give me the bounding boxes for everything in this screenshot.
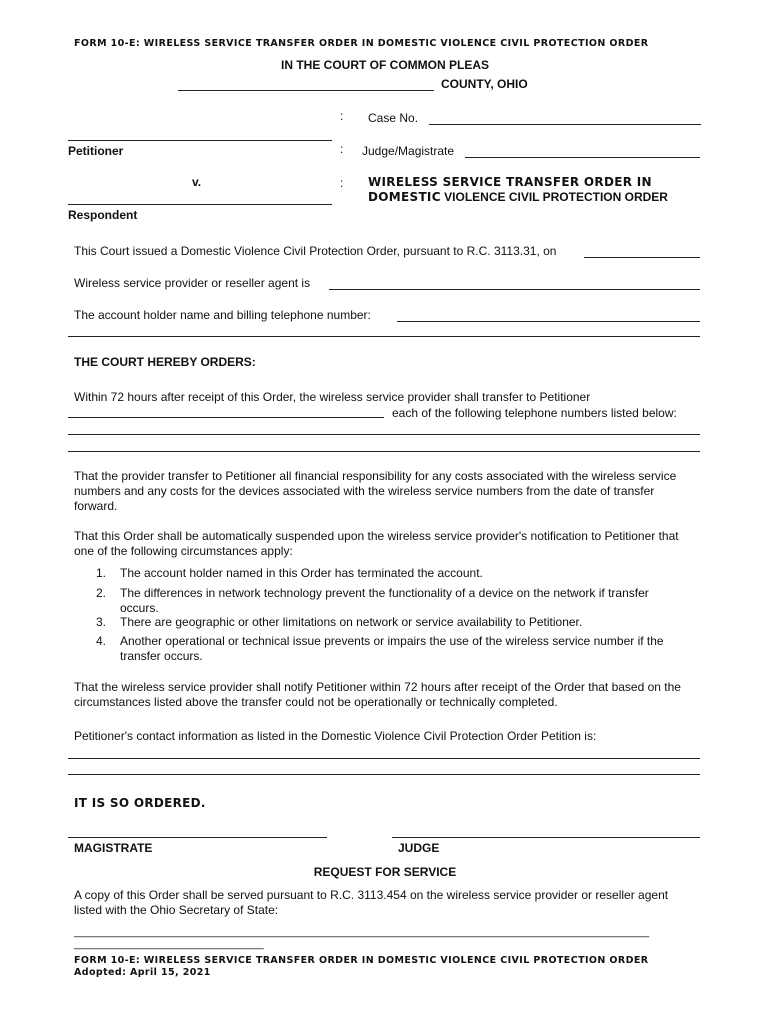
list-text: Another operational or technical issue prevents or impairs the use of the wireless service number if the transfer occurs. [120,634,664,663]
list-text: The differences in network technology prevent the functionality of a device on the network if transfer occurs. [120,586,649,615]
provider-label: Wireless service provider or reseller agent is [74,276,311,290]
magistrate-label: MAGISTRATE [74,841,153,855]
suspended-paragraph: That this Order shall be automatically suspended upon the wireless service provider's notification to Petitioner that one of the following circumstances apply: [74,529,679,558]
issued-date-field[interactable] [584,257,700,258]
orders-heading: THE COURT HEREBY ORDERS: [74,355,256,369]
list-number: 2. [96,586,107,600]
order-title-line1: WIRELESS SERVICE TRANSFER ORDER IN [368,175,652,189]
numbers-listed-text: each of the following telephone numbers listed below: [392,406,677,420]
account-holder-field-2[interactable] [68,336,700,337]
petitioner-transfer-field[interactable] [68,417,384,418]
financial-paragraph: That the provider transfer to Petitioner all financial responsibility for any costs associated with the wireless service numbers and any costs for the devices associated with the wireless service numbers from the date of transfer forward. [74,469,677,513]
list-number: 4. [96,634,107,648]
judge-magistrate-label: Judge/Magistrate [362,144,455,158]
account-holder-field[interactable] [397,321,700,322]
county-blank[interactable] [178,90,434,91]
footer-adopted: Adopted: April 15, 2021 [74,967,211,978]
respondent-name-field[interactable] [68,204,332,205]
order-title-line2 [368,190,668,204]
judge-magistrate-field[interactable] [465,157,700,158]
service-blank-1[interactable]: ______________________________________________________________________________________________ [74,926,650,938]
service-blank-2[interactable]: _______________________________ [74,938,264,950]
so-ordered: IT IS SO ORDERED. [74,796,206,810]
case-no-field[interactable] [429,124,701,125]
issued-label: This Court issued a Domestic Violence Civil Protection Order, pursuant to R.C. 3113.31, on [74,244,557,258]
petitioner-name-field[interactable] [68,140,332,141]
phone-numbers-field-1[interactable] [68,434,700,435]
list-text: There are geographic or other limitations on network or service availability to Petitioner. [120,615,583,629]
list-text: The account holder named in this Order has terminated the account. [120,566,483,580]
caption-colon: : [340,176,344,190]
order-title-rest: VIOLENCE CIVIL PROTECTION ORDER [444,190,668,204]
account-holder-label: The account holder name and billing telephone number: [74,308,371,322]
caption-colon: : [340,142,344,156]
contact-paragraph: Petitioner's contact information as listed in the Domestic Violence Civil Protection Order Petition is: [74,729,597,743]
respondent-label: Respondent [68,208,138,222]
phone-numbers-field-2[interactable] [68,451,700,452]
provider-field[interactable] [329,289,700,290]
service-paragraph: A copy of this Order shall be served pursuant to R.C. 3113.454 on the wireless service provider or reseller agent listed with the Ohio Secretary of State: [74,888,669,917]
county-label: COUNTY, OHIO [441,77,528,91]
judge-label: JUDGE [398,841,440,855]
magistrate-signature-field[interactable] [68,837,327,838]
notify-paragraph: That the wireless service provider shall notify Petitioner within 72 hours after receipt of the Order that based on the circumstances listed above the transfer could not be operationally or technically completed. [74,680,681,709]
order-title-domestic: DOMESTIC [368,190,441,204]
versus-label: v. [192,175,202,189]
list-number: 3. [96,615,107,629]
service-heading: REQUEST FOR SERVICE [313,865,457,879]
form-header: FORM 10-E: WIRELESS SERVICE TRANSFER ORDER IN DOMESTIC VIOLENCE CIVIL PROTECTION ORDER [74,38,649,49]
case-no-label: Case No. [368,111,419,125]
footer-form: FORM 10-E: WIRELESS SERVICE TRANSFER ORDER IN DOMESTIC VIOLENCE CIVIL PROTECTION ORDER [74,955,649,966]
contact-field-1[interactable] [68,758,700,759]
petitioner-label: Petitioner [68,144,124,158]
within-72-text: Within 72 hours after receipt of this Order, the wireless service provider shall transfer to Petitioner [74,390,591,404]
contact-field-2[interactable] [68,774,700,775]
list-number: 1. [96,566,107,580]
caption-colon: : [340,109,344,123]
court-name: IN THE COURT OF COMMON PLEAS [281,58,489,72]
judge-signature-field[interactable] [392,837,700,838]
